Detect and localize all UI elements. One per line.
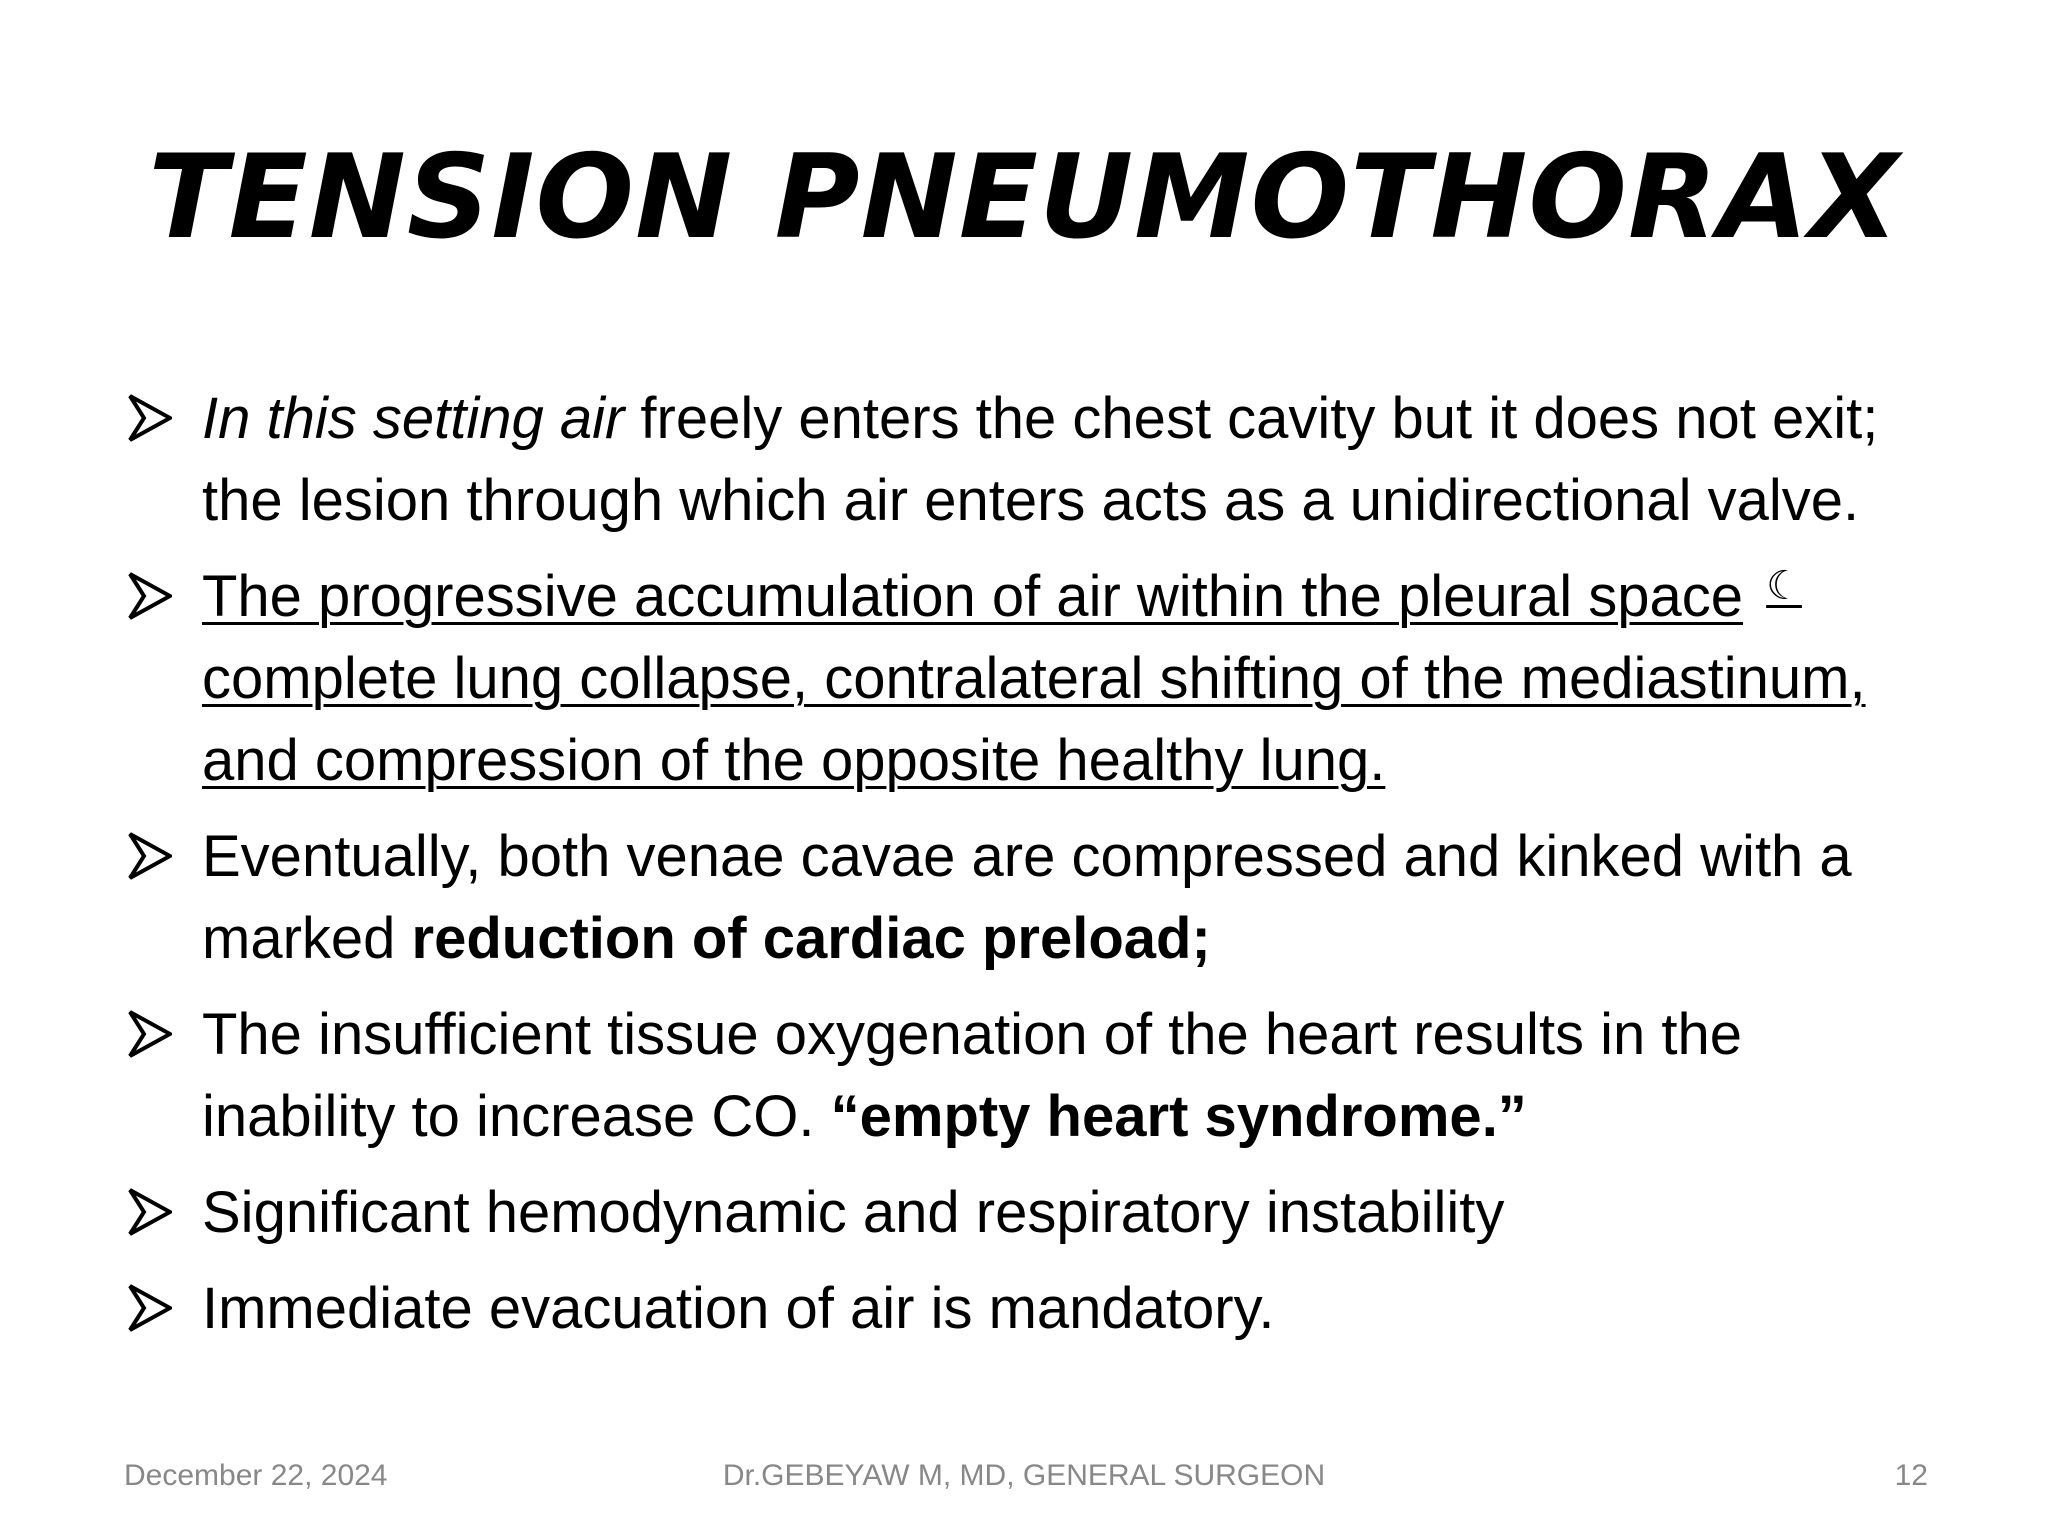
bullet-text: Significant hemodynamic and respiratory instability bbox=[202, 1180, 1505, 1245]
arrowhead-bullet-icon bbox=[128, 570, 172, 622]
bullet-list bbox=[128, 378, 1948, 1364]
arrowhead-bullet-icon bbox=[128, 1282, 172, 1334]
bullet-italic-lead: In this setting air bbox=[202, 386, 625, 451]
footer-date: December 22, 2024 bbox=[124, 1459, 388, 1492]
bullet-text: Eventually, both venae cavae are compressed and kinked with a marked bbox=[202, 824, 1852, 971]
bullet-item bbox=[128, 1172, 1948, 1254]
bullet-item bbox=[128, 556, 1948, 802]
bullet-text-underlined: The progressive accumulation of air within the pleural space bbox=[202, 564, 1744, 629]
slide-number: 12 bbox=[1894, 1459, 1928, 1492]
bullet-text: Immediate evacuation of air is mandatory. bbox=[202, 1276, 1275, 1341]
footer-author: Dr.GEBEYAW M, MD, GENERAL SURGEON bbox=[722, 1459, 1326, 1492]
bullet-text: freely enters the chest cavity but it does not exit; the lesion through which air enters acts as a unidirectional valve. bbox=[202, 386, 1879, 533]
bullet-text: The insufficient tissue oxygenation of the heart results in the inability to increase CO. bbox=[202, 1002, 1743, 1149]
arrowhead-bullet-icon bbox=[128, 1186, 172, 1238]
bullet-item bbox=[128, 378, 1948, 542]
slide-title: TENSION PNEUMOTHORAX bbox=[148, 130, 1900, 265]
arrowhead-bullet-icon bbox=[128, 392, 172, 444]
arrowhead-bullet-icon bbox=[128, 1008, 172, 1060]
bullet-item bbox=[128, 1268, 1948, 1350]
bullet-bold-text: reduction of cardiac preload; bbox=[411, 906, 1211, 971]
crescent-moon-icon: ☾ bbox=[1766, 563, 1802, 609]
bullet-text-underlined: complete lung collapse, contralateral shifting of the mediastinum, and compression of the opposite healthy lung. bbox=[202, 646, 1866, 793]
bullet-bold-text: “empty heart syndrome.” bbox=[830, 1084, 1527, 1149]
bullet-item bbox=[128, 994, 1948, 1158]
arrowhead-bullet-icon bbox=[128, 830, 172, 882]
bullet-item bbox=[128, 816, 1948, 980]
